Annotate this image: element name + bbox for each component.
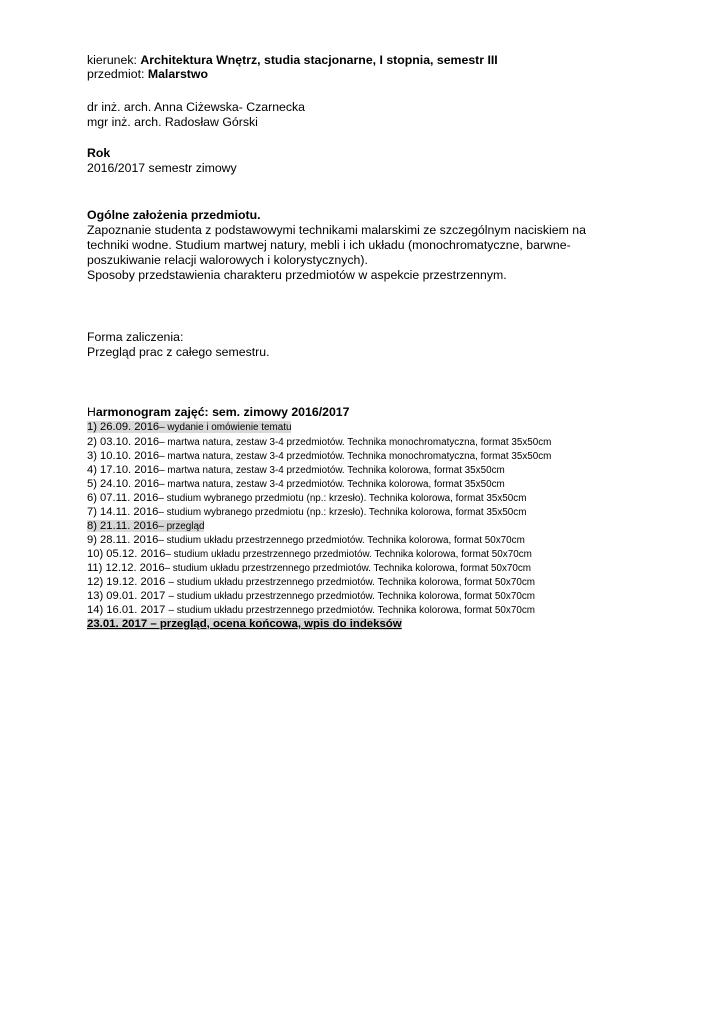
schedule-item-description: – studium układu przestrzennego przedmiotów. Technika kolorowa, format 50x70cm xyxy=(168,605,535,616)
schedule-item-date: 5) 24.10. 2016 xyxy=(87,478,160,490)
schedule-final xyxy=(87,617,402,631)
schedule-item-date: 10) 05.12. 2016 xyxy=(87,548,166,560)
schedule-item xyxy=(87,491,526,506)
schedule-item xyxy=(87,519,204,534)
assumptions-line: Sposoby przedstawienia charakteru przedmiotów w aspekcie przestrzennym. xyxy=(87,268,507,282)
assumptions-line: Zapoznanie studenta z podstawowymi technikami malarskimi ze szczególnym naciskiem na xyxy=(87,223,586,237)
schedule-heading-text: armonogram zajęć: sem. zimowy 2016/2017 xyxy=(95,405,350,419)
schedule-heading-initial: H xyxy=(87,405,96,419)
schedule-item-date: 1) 26.09. 2016 xyxy=(87,421,160,433)
schedule-item-description: – wydanie i omówienie tematu xyxy=(159,422,292,433)
subject-label: przedmiot: xyxy=(87,67,148,81)
schedule-item xyxy=(87,420,291,435)
schedule-item xyxy=(87,435,551,450)
schedule-item-description: – studium układu przestrzennego przedmiotów. Technika kolorowa, format 50x70cm xyxy=(168,591,535,602)
schedule-heading xyxy=(87,405,349,420)
schedule-item-description: – studium układu przestrzennego przedmiotów. Technika kolorowa, format 50x70cm xyxy=(168,577,535,588)
schedule-item-description: – martwa natura, zestaw 3-4 przedmiotów. Technika monochromatyczna, format 35x50cm xyxy=(159,451,552,462)
schedule-item xyxy=(87,477,505,492)
schedule-item-description: – martwa natura, zestaw 3-4 przedmiotów. Technika kolorowa, format 35x50cm xyxy=(159,479,505,490)
schedule-item-date: 8) 21.11. 2016 xyxy=(87,520,159,532)
schedule-item-date: 6) 07.11. 2016 xyxy=(87,492,159,504)
schedule-item-description: – martwa natura, zestaw 3-4 przedmiotów. Technika kolorowa, format 35x50cm xyxy=(159,465,505,476)
year-heading: Rok xyxy=(87,146,111,160)
schedule-item xyxy=(87,603,535,618)
teacher-name: mgr inż. arch. Radosław Górski xyxy=(87,115,258,129)
assumptions-line: poszukiwanie relacji walorowych i kolorystycznych). xyxy=(87,253,368,267)
assumptions-heading: Ogólne założenia przedmiotu. xyxy=(87,208,261,222)
field-of-study-line xyxy=(87,53,498,68)
teacher-name: dr inż. arch. Anna Ciżewska- Czarnecka xyxy=(87,100,306,114)
assumptions-line: techniki wodne. Studium martwej natury, mebli i ich układu (monochromatyczne, barwne- xyxy=(87,238,571,252)
schedule-item xyxy=(87,575,535,590)
schedule-item xyxy=(87,463,505,478)
subject-value: Malarstwo xyxy=(147,67,208,81)
year-value: 2016/2017 semestr zimowy xyxy=(87,161,237,175)
subject-line xyxy=(87,67,208,82)
schedule-item-date: 3) 10.10. 2016 xyxy=(87,450,160,462)
schedule-item xyxy=(87,449,551,464)
schedule-item-date: 4) 17.10. 2016 xyxy=(87,464,160,476)
schedule-item-highlight xyxy=(87,421,291,433)
schedule-item xyxy=(87,547,532,562)
schedule-item-date: 7) 14.11. 2016 xyxy=(87,506,159,518)
field-of-study-label: kierunek: xyxy=(87,53,141,67)
schedule-item-description: – studium układu przestrzennego przedmiotów. Technika kolorowa, format 50x70cm xyxy=(164,563,532,574)
schedule-item xyxy=(87,561,531,576)
schedule-item-date: 13) 09.01. 2017 xyxy=(87,590,169,602)
schedule-item-date: 12) 19.12. 2016 xyxy=(87,576,169,588)
assessment-value: Przegląd prac z całego semestru. xyxy=(87,345,270,359)
schedule-item-description: – martwa natura, zestaw 3-4 przedmiotów. Technika monochromatyczna, format 35x50cm xyxy=(159,437,552,448)
field-of-study-value: Architektura Wnętrz, studia stacjonarne, I stopnia, semestr III xyxy=(140,53,498,67)
schedule-item-date: 14) 16.01. 2017 xyxy=(87,604,169,616)
schedule-item-description: – studium wybranego przedmiotu (np.: krzesło). Technika kolorowa, format 35x50cm xyxy=(158,493,527,504)
schedule-item xyxy=(87,533,525,548)
schedule-item-highlight xyxy=(87,520,204,532)
assessment-label: Forma zaliczenia: xyxy=(87,330,184,344)
schedule-item-description: – studium układu przestrzennego przedmiotów. Technika kolorowa, format 50x70cm xyxy=(165,549,532,560)
schedule-item-description: – studium wybranego przedmiotu (np.: krzesło). Technika kolorowa, format 35x50cm xyxy=(158,507,527,518)
schedule-item-date: 11) 12.12. 2016 xyxy=(87,562,165,574)
final-review-text: 23.01. 2017 – przegląd, ocena końcowa, wpis do indeksów xyxy=(87,618,402,630)
schedule-item-description: – studium układu przestrzennego przedmiotów. Technika kolorowa, format 50x70cm xyxy=(158,535,525,546)
schedule-item xyxy=(87,505,526,520)
schedule-item-date: 9) 28.11. 2016 xyxy=(87,534,159,546)
schedule-item xyxy=(87,589,535,604)
schedule-item-date: 2) 03.10. 2016 xyxy=(87,436,160,448)
schedule-item-description: – przegląd xyxy=(158,521,205,532)
